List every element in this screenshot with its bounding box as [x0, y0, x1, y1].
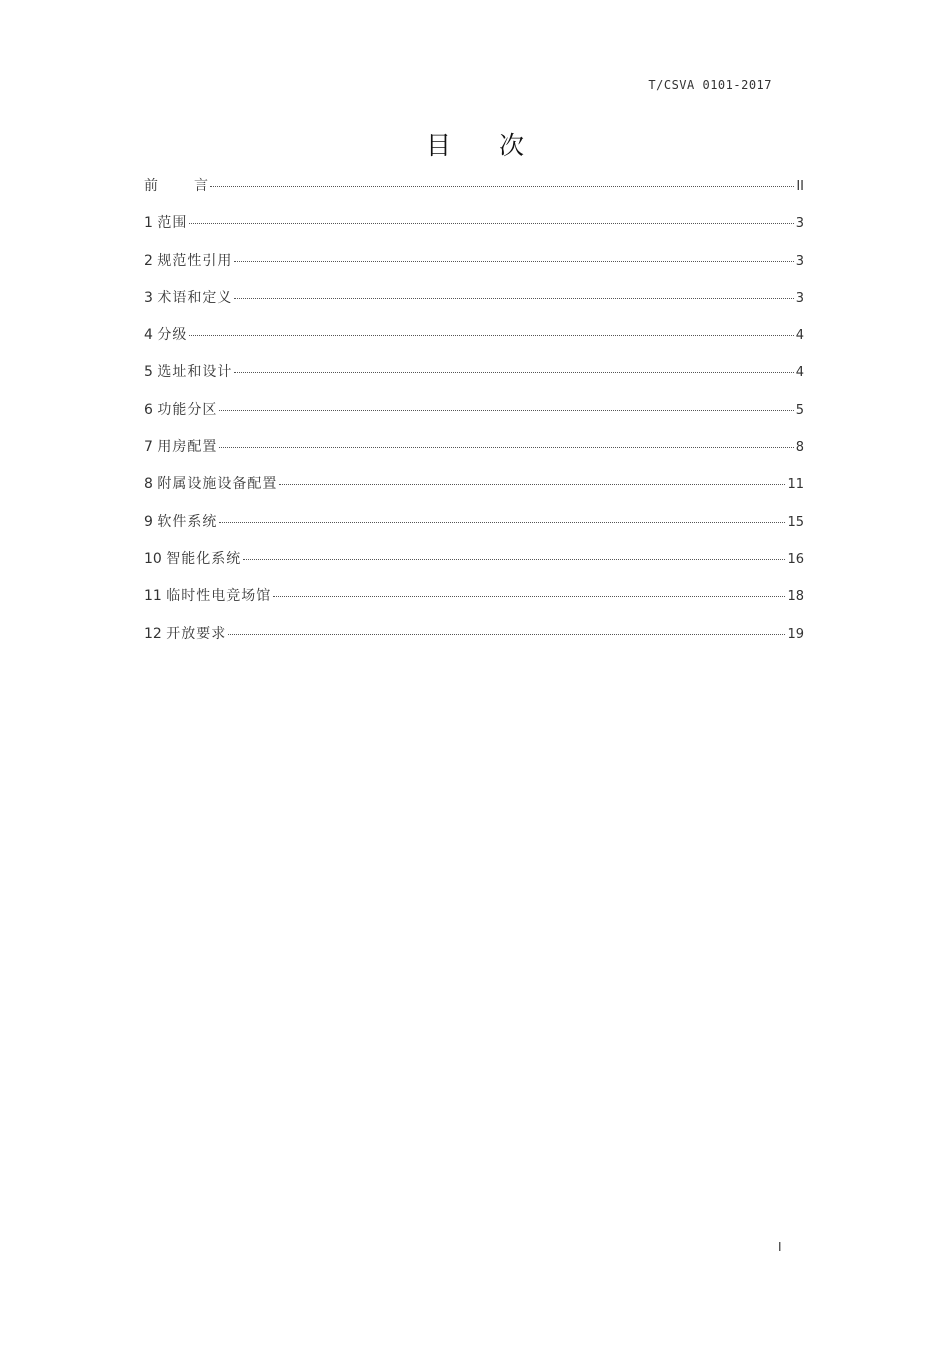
toc-leader-dots [279, 484, 785, 485]
toc-item-page: 4 [795, 328, 804, 344]
toc-item[interactable] [144, 436, 804, 473]
toc-item-number: 1 [144, 215, 158, 232]
toc-leader-dots [219, 410, 793, 411]
toc-item[interactable] [144, 287, 804, 324]
toc-item[interactable] [144, 324, 804, 361]
toc-item[interactable] [144, 585, 804, 622]
toc-item-number: 3 [144, 289, 158, 306]
toc-item-label: 智能化系统 [166, 550, 242, 567]
toc-leader-dots [234, 372, 793, 373]
toc-title-char-2: 次 [499, 131, 525, 160]
toc-leader-dots [234, 298, 793, 299]
toc-item-preface[interactable] [144, 175, 804, 212]
toc-item-page: 3 [795, 216, 804, 232]
toc-item-page: 19 [787, 626, 804, 642]
toc-item-number: 9 [144, 513, 158, 530]
toc-item-number: 8 [144, 476, 158, 493]
toc-item-label: 软件系统 [157, 513, 218, 530]
toc-item-number: 7 [144, 439, 158, 456]
toc-item-number: 4 [144, 327, 158, 344]
toc-item-number: 10 [144, 550, 167, 567]
toc-leader-dots [273, 596, 785, 597]
toc-title-char-1: 目 [425, 131, 451, 160]
toc-item-number: 2 [144, 252, 158, 269]
toc-item-number: 5 [144, 364, 158, 381]
toc-item[interactable] [144, 623, 804, 660]
toc-item-page: 3 [795, 290, 804, 306]
toc-item-label: 用房配置 [157, 439, 218, 456]
toc-item-label: 临时性电竞场馆 [166, 588, 272, 605]
toc-title [0, 126, 950, 162]
toc-item-number: 6 [144, 401, 158, 418]
toc-item-label: 规范性引用 [157, 252, 233, 269]
toc-item-label: 功能分区 [157, 401, 218, 418]
toc-item-page: 5 [795, 402, 804, 418]
toc-item-label: 术语和定义 [157, 289, 233, 306]
toc-item[interactable] [144, 212, 804, 249]
toc-item-page: 11 [787, 477, 804, 493]
toc-list [144, 175, 804, 660]
toc-item-label: 范围 [157, 215, 188, 232]
toc-item-page: 15 [787, 514, 804, 530]
toc-leader-dots [210, 186, 794, 187]
toc-item-page: 3 [795, 253, 804, 269]
toc-item-page: 8 [795, 440, 804, 456]
page-number: I [778, 1240, 782, 1254]
toc-leader-dots [243, 559, 785, 560]
toc-item-label: 选址和设计 [157, 364, 233, 381]
toc-item-page: 4 [795, 365, 804, 381]
toc-leader-dots [234, 261, 793, 262]
toc-item-page: 16 [787, 551, 804, 567]
toc-item[interactable] [144, 361, 804, 398]
toc-item-page: II [796, 179, 804, 194]
toc-item[interactable] [144, 511, 804, 548]
toc-leader-dots [228, 634, 785, 635]
toc-leader-dots [189, 335, 793, 336]
toc-item-number: 12 [144, 625, 167, 642]
toc-leader-dots [189, 223, 793, 224]
toc-item-label: 分级 [157, 327, 188, 344]
toc-item-number: 11 [144, 588, 167, 605]
toc-item[interactable] [144, 250, 804, 287]
toc-item-label: 附属设施设备配置 [157, 476, 278, 493]
toc-item[interactable] [144, 473, 804, 510]
toc-leader-dots [219, 447, 793, 448]
toc-leader-dots [219, 522, 785, 523]
toc-item-label: 开放要求 [166, 625, 227, 642]
toc-item[interactable] [144, 548, 804, 585]
document-code: T/CSVA 0101-2017 [648, 78, 772, 92]
toc-item-page: 18 [787, 589, 804, 605]
toc-item[interactable] [144, 399, 804, 436]
toc-item-label: 前 言 [144, 178, 208, 194]
